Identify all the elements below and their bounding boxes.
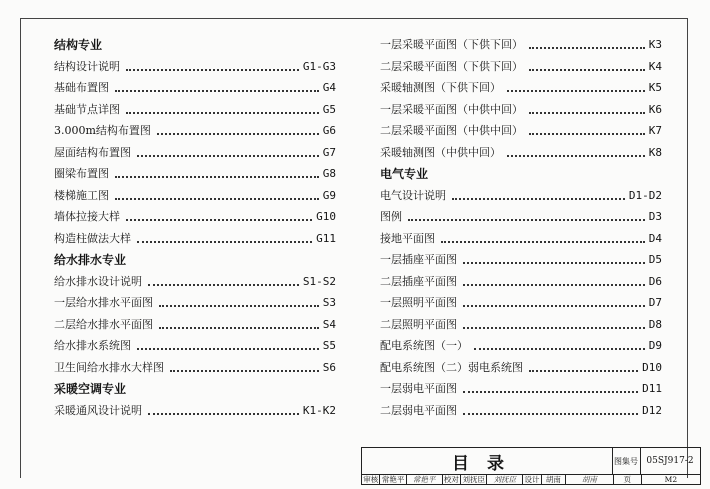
design-label: 设计 (523, 474, 541, 485)
toc-entry-title: 楼梯施工图 (54, 188, 109, 202)
toc-entry (380, 122, 662, 140)
toc-entry (54, 294, 336, 312)
toc-entry-code: G6 (322, 124, 336, 137)
dot-leader (507, 155, 645, 157)
dot-leader (441, 241, 645, 243)
dot-leader (529, 112, 645, 114)
toc-entry (380, 273, 662, 291)
toc-entry (380, 230, 662, 248)
toc-entry-code: G8 (322, 167, 336, 180)
dot-leader (148, 284, 299, 286)
dot-leader (115, 198, 319, 200)
toc-entry-title: 结构设计说明 (54, 59, 120, 73)
dot-leader (408, 219, 645, 221)
dot-leader (463, 284, 645, 286)
signature-row (362, 474, 700, 485)
toc-entry-code: K1-K2 (302, 403, 336, 417)
toc-entry (54, 144, 336, 162)
page-label: 页 (614, 474, 642, 485)
toc-entry-title: 采暖通风设计说明 (54, 403, 142, 417)
toc-entry-code: K5 (648, 81, 662, 94)
toc-entry (380, 337, 662, 355)
toc-entry-title: 图例 (380, 210, 402, 223)
toc-entry-title: 构造柱做法大样 (54, 231, 131, 245)
dot-leader (474, 348, 645, 350)
toc-entry-code: D10 (642, 360, 662, 374)
dot-leader (452, 198, 625, 200)
dot-leader (137, 241, 312, 243)
toc-entry-title: 3.000m结构布置图 (54, 124, 151, 137)
toc-entry-code: G4 (322, 81, 336, 94)
toc-entry-code: G10 (316, 210, 336, 223)
toc-entry (380, 402, 662, 420)
dot-leader (463, 391, 638, 393)
toc-entry-code: D7 (648, 296, 662, 309)
toc-entry-title: 一层采暖平面图（下供下回） (380, 38, 523, 51)
toc-entry-code: D8 (648, 317, 662, 331)
toc-entry-title: 屋面结构布置图 (54, 145, 131, 159)
toc-entry (54, 101, 336, 119)
section-heading: 采暖空调专业 (54, 382, 127, 396)
toc-entry-code: G11 (316, 231, 336, 245)
review-label: 审核 (362, 474, 380, 485)
checker-name: 刘抚臣 (461, 474, 487, 485)
dot-leader (126, 69, 299, 71)
toc-entry-title: 给水排水设计说明 (54, 274, 142, 288)
designer-signature: 胡南 (566, 474, 614, 485)
toc-entry (380, 251, 662, 269)
toc-entry-code: G5 (322, 102, 336, 116)
dot-leader (529, 370, 638, 372)
toc-entry-code: K7 (648, 124, 662, 137)
dot-leader (463, 413, 638, 415)
toc-entry-code: D9 (648, 339, 662, 352)
dot-leader (529, 69, 645, 71)
toc-entry-title: 一层弱电平面图 (380, 382, 457, 395)
toc-entry-title: 二层采暖平面图（中供中回） (380, 124, 523, 137)
toc-entry-title: 卫生间给水排水大样图 (54, 360, 164, 374)
toc-entry-title: 电气设计说明 (380, 188, 446, 202)
toc-entry-title: 二层照明平面图 (380, 317, 457, 331)
toc-entry-title: 配电系统图（一） (380, 339, 468, 352)
toc-entry (54, 58, 336, 76)
dot-leader (137, 348, 319, 350)
toc-entry (380, 359, 662, 377)
dot-leader (463, 327, 645, 329)
toc-entry (54, 187, 336, 205)
toc-entry-title: 一层采暖平面图（中供中回） (380, 102, 523, 116)
toc-entry-title: 二层采暖平面图（下供下回） (380, 59, 523, 73)
toc-entry-title: 二层插座平面图 (380, 274, 457, 288)
page-number: M2 (664, 475, 678, 484)
toc-entry (54, 165, 336, 183)
toc-entry-code: K4 (648, 59, 662, 73)
atlas-number: 05SJ917-2 (640, 448, 700, 475)
toc-entry-code: G9 (322, 188, 336, 202)
toc-entry (54, 273, 336, 291)
toc-entry (380, 58, 662, 76)
toc-entry-code: D12 (642, 403, 662, 417)
toc-entry-code: D6 (648, 274, 662, 288)
toc-entry-code: D5 (648, 253, 662, 266)
dot-leader (115, 176, 319, 178)
toc-entry-title: 一层照明平面图 (380, 296, 457, 309)
toc-entry-title: 采暖轴测图（中供中回） (380, 145, 501, 159)
toc-entry-title: 采暖轴测图（下供下回） (380, 81, 501, 94)
dot-leader (529, 133, 645, 135)
toc-entry-code: K3 (648, 38, 662, 51)
dot-leader (159, 305, 319, 307)
toc-entry (54, 122, 336, 140)
dot-leader (170, 370, 319, 372)
section-heading: 结构专业 (54, 38, 103, 52)
dot-leader (126, 112, 319, 114)
toc-entry-title: 一层给水排水平面图 (54, 296, 153, 309)
toc-entry (54, 359, 336, 377)
toc-entry-code: S3 (322, 296, 336, 309)
toc-entry (380, 208, 662, 226)
toc-entry (54, 316, 336, 334)
dot-leader (115, 90, 319, 92)
dot-leader (507, 90, 645, 92)
check-label: 校对 (443, 474, 461, 485)
toc-entry-title: 一层插座平面图 (380, 253, 457, 266)
toc-entry (380, 187, 662, 205)
toc-entry (380, 36, 662, 54)
toc-entry-code: K6 (648, 102, 662, 116)
dot-leader (159, 327, 319, 329)
reviewer-signature: 常艳平 (407, 474, 443, 485)
document-title: 目录 (362, 448, 613, 475)
toc-entry-code: K8 (648, 145, 662, 159)
toc-entry (54, 79, 336, 97)
dot-leader (148, 413, 299, 415)
toc-entry-title: 墙体拉接大样 (54, 210, 120, 223)
toc-entry (380, 79, 662, 97)
toc-entry-code: D1-D2 (628, 188, 662, 202)
title-block (361, 447, 701, 485)
dot-leader (126, 219, 312, 221)
section-heading: 电气专业 (380, 167, 429, 181)
toc-entry-code: S6 (322, 360, 336, 374)
dot-leader (157, 133, 319, 135)
toc-entry (380, 101, 662, 119)
toc-entry-title: 基础布置图 (54, 81, 109, 94)
toc-entry-title: 接地平面图 (380, 231, 435, 245)
section-heading: 给水排水专业 (54, 253, 127, 267)
designer-name: 胡南 (542, 474, 566, 485)
toc-entry-title: 二层弱电平面图 (380, 403, 457, 417)
toc-entry-code: S5 (322, 339, 336, 352)
toc-entry (54, 208, 336, 226)
toc-entry-code: S4 (322, 317, 336, 331)
toc-entry-title: 圈梁布置图 (54, 167, 109, 180)
toc-entry-title: 基础节点详图 (54, 102, 120, 116)
toc-entry-title: 配电系统图（二）弱电系统图 (380, 360, 523, 374)
toc-entry-code: S1-S2 (302, 274, 336, 288)
dot-leader (463, 262, 645, 264)
toc-entry (54, 230, 336, 248)
dot-leader (137, 155, 319, 157)
toc-entry (380, 294, 662, 312)
checker-signature: 刘抚臣 (487, 474, 523, 485)
toc-entry-code: G1-G3 (302, 59, 336, 73)
toc-entry-code: D3 (648, 210, 662, 223)
toc-entry-code: D4 (648, 231, 662, 245)
dot-leader (463, 305, 645, 307)
reviewer-name: 常艳平 (380, 474, 406, 485)
toc-entry (380, 144, 662, 162)
toc-entry-code: G7 (322, 145, 336, 159)
toc-entry (380, 316, 662, 334)
toc-entry-title: 二层给水排水平面图 (54, 317, 153, 331)
dot-leader (529, 47, 645, 49)
atlas-number-label: 图集号 (612, 448, 641, 475)
toc-entry-code: D11 (642, 382, 662, 395)
toc-entry (380, 380, 662, 398)
toc-entry (54, 402, 336, 420)
toc-entry-title: 给水排水系统图 (54, 339, 131, 352)
toc-entry (54, 337, 336, 355)
